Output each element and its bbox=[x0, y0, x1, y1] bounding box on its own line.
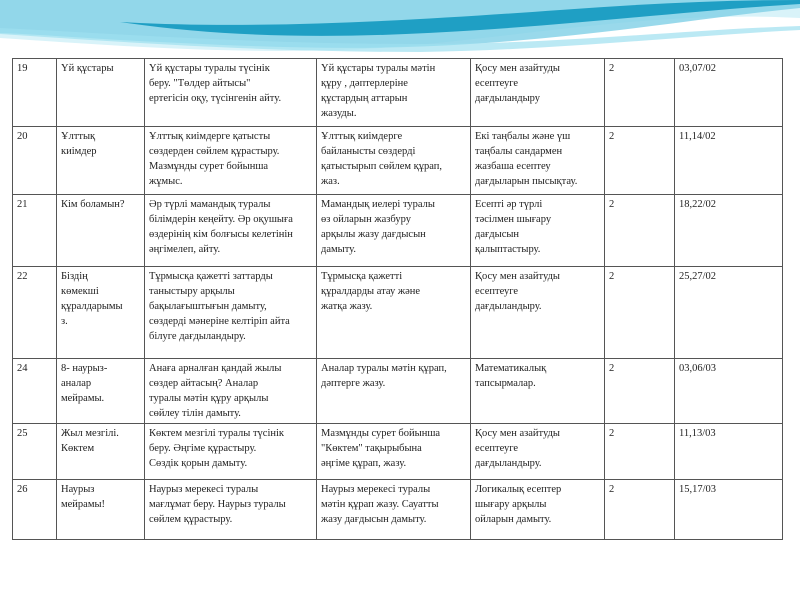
decorative-wave-header bbox=[0, 0, 800, 60]
lesson-content: Анаға арналған қандай жылы сөздер айтасың? Аналар туралы мәтін құру арқылы сөйлеу тілін дамыту. bbox=[145, 359, 317, 424]
lesson-topic: Наурыз мейрамы! bbox=[57, 480, 145, 540]
lesson-writing: Мамандық иелері туралы өз ойларын жазбуру арқылы жазу дағдысын дамыту. bbox=[317, 195, 471, 267]
lesson-topic: Кім боламын? bbox=[57, 195, 145, 267]
lesson-math: Логикалық есептер шығару арқылы ойларын дамыту. bbox=[471, 480, 605, 540]
lesson-plan-table bbox=[12, 58, 783, 540]
lesson-date: 25,27/02 bbox=[675, 267, 783, 359]
table-row bbox=[13, 424, 783, 480]
lesson-date: 18,22/02 bbox=[675, 195, 783, 267]
lesson-math: Қосу мен азайтуды есептеуге дағдыландыру bbox=[471, 59, 605, 127]
lesson-number: 24 bbox=[13, 359, 57, 424]
table-row bbox=[13, 267, 783, 359]
lesson-writing: Ұлттық киімдерге байланысты сөздерді қатыстырып сөйлем құрап, жаз. bbox=[317, 127, 471, 195]
lesson-number: 21 bbox=[13, 195, 57, 267]
lesson-date: 03,07/02 bbox=[675, 59, 783, 127]
lesson-writing: Мазмұнды сурет бойынша "Көктем" тақырыбына әңгіме құрап, жазу. bbox=[317, 424, 471, 480]
lesson-number: 20 bbox=[13, 127, 57, 195]
lesson-writing: Аналар туралы мәтін құрап, дәптерге жазу. bbox=[317, 359, 471, 424]
lesson-hours: 2 bbox=[605, 267, 675, 359]
lesson-math: Екі таңбалы және үш таңбалы сандармен жазбаша есептеу дағдыларын пысықтау. bbox=[471, 127, 605, 195]
lesson-hours: 2 bbox=[605, 59, 675, 127]
lesson-hours: 2 bbox=[605, 195, 675, 267]
lesson-date: 11,13/03 bbox=[675, 424, 783, 480]
lesson-math: Қосу мен азайтуды есептеуге дағдыландыру. bbox=[471, 424, 605, 480]
lesson-plan-table-container bbox=[12, 58, 782, 540]
lesson-hours: 2 bbox=[605, 480, 675, 540]
lesson-number: 19 bbox=[13, 59, 57, 127]
lesson-content: Үй құстары туралы түсінік беру. "Төлдер айтысы" ертегісін оқу, түсінгенін айту. bbox=[145, 59, 317, 127]
lesson-hours: 2 bbox=[605, 359, 675, 424]
lesson-topic: Ұлттық киімдер bbox=[57, 127, 145, 195]
lesson-date: 11,14/02 bbox=[675, 127, 783, 195]
table-row bbox=[13, 359, 783, 424]
lesson-math: Қосу мен азайтуды есептеуге дағдыландыру. bbox=[471, 267, 605, 359]
lesson-writing: Үй құстары туралы мәтін құру , дәптерлеріне құстардың аттарын жазуды. bbox=[317, 59, 471, 127]
lesson-hours: 2 bbox=[605, 127, 675, 195]
lesson-date: 15,17/03 bbox=[675, 480, 783, 540]
lesson-content: Ұлттық киімдерге қатысты сөздерден сөйлем құрастыру. Мазмұнды сурет бойынша жұмыс. bbox=[145, 127, 317, 195]
lesson-content: Наурыз мерекесі туралы мағлұмат беру. Наурыз туралы сөйлем құрастыру. bbox=[145, 480, 317, 540]
table-row bbox=[13, 480, 783, 540]
lesson-writing: Наурыз мерекесі туралы мәтін құрап жазу. Сауатты жазу дағдысын дамыту. bbox=[317, 480, 471, 540]
lesson-math: Есепті әр түрлі тәсілмен шығару дағдысын қалыптастыру. bbox=[471, 195, 605, 267]
lesson-topic: Үй құстары bbox=[57, 59, 145, 127]
lesson-hours: 2 bbox=[605, 424, 675, 480]
lesson-content: Әр түрлі мамандық туралы білімдерін кеңейту. Әр оқушыға өздерінің кім болғысы келетінін әңгімелеп, айту. bbox=[145, 195, 317, 267]
lesson-date: 03,06/03 bbox=[675, 359, 783, 424]
lesson-number: 22 bbox=[13, 267, 57, 359]
lesson-topic: Біздің көмекші құралдарымы з. bbox=[57, 267, 145, 359]
lesson-number: 26 bbox=[13, 480, 57, 540]
lesson-number: 25 bbox=[13, 424, 57, 480]
lesson-content: Көктем мезгілі туралы түсінік беру. Әңгіме құрастыру. Сөздік қорын дамыту. bbox=[145, 424, 317, 480]
table-row bbox=[13, 59, 783, 127]
table-row bbox=[13, 127, 783, 195]
lesson-topic: Жыл мезгілі. Көктем bbox=[57, 424, 145, 480]
table-row bbox=[13, 195, 783, 267]
lesson-content: Тұрмысқа қажетті заттарды таныстыру арқылы бақылағыштығын дамыту, сөздерді мәнеріне келтіріп айта білуге дағдыландыру. bbox=[145, 267, 317, 359]
lesson-writing: Тұрмысқа қажетті құралдарды атау және жатқа жазу. bbox=[317, 267, 471, 359]
lesson-math: Математикалық тапсырмалар. bbox=[471, 359, 605, 424]
lesson-topic: 8- наурыз- аналар мейрамы. bbox=[57, 359, 145, 424]
